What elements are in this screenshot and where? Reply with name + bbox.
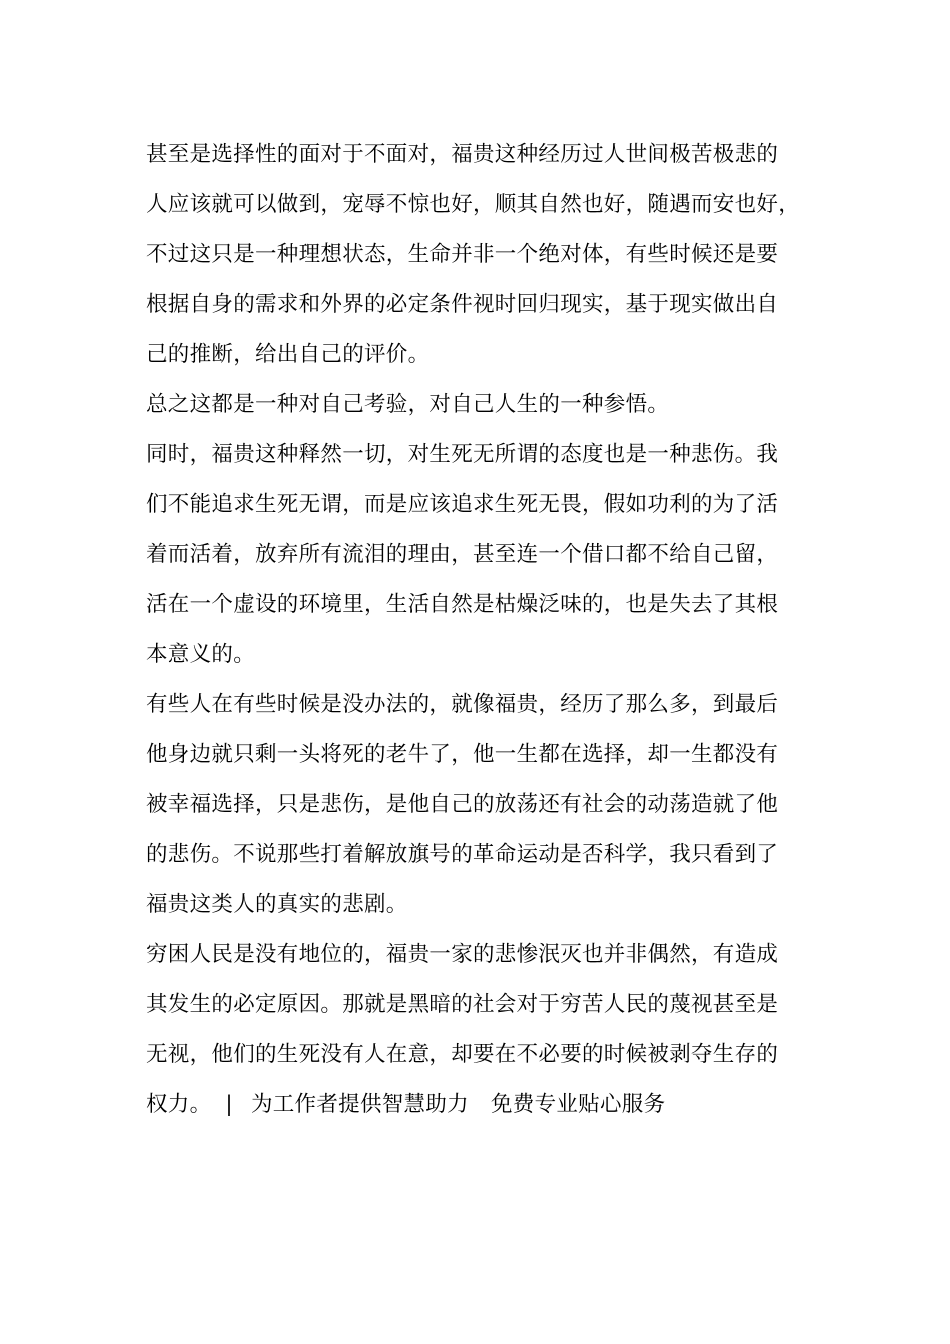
body-text <box>146 130 826 1130</box>
footer-slogan-1: 为工作者提供智慧助力 <box>250 1092 469 1117</box>
text-line-11: 本意义的。 <box>146 642 256 667</box>
text-line-15: 的悲伤。不说那些打着解放旗号的革命运动是否科学，我只看到了 <box>146 842 779 867</box>
text-line-18: 其发生的必定原因。那就是黑暗的社会对于穷苦人民的蔑视甚至是 <box>146 992 779 1017</box>
text-line-17: 穷困人民是没有地位的，福贵一家的悲惨泯灭也并非偶然，有造成 <box>146 942 779 967</box>
text-line-20 <box>146 1080 826 1130</box>
text-line-10: 活在一个虚设的环境里，生活自然是枯燥泛味的，也是失去了其根 <box>146 592 779 617</box>
text-line-8: 们不能追求生死无谓，而是应该追求生死无畏，假如功利的为了活 <box>146 492 779 517</box>
text-line-9: 着而活着，放弃所有流泪的理由，甚至连一个借口都不给自己留， <box>146 542 779 567</box>
text-line-16: 福贵这类人的真实的悲剧。 <box>146 892 408 917</box>
text-line-14: 被幸福选择，只是悲伤，是他自己的放荡还有社会的动荡造就了他 <box>146 792 779 817</box>
text-line-1: 甚至是选择性的面对于不面对，福贵这种经历过人世间极苦极悲的 <box>146 142 779 167</box>
text-line-5: 己的推断，给出自己的评价。 <box>146 342 430 367</box>
text-line-7: 同时，福贵这种释然一切，对生死无所谓的态度也是一种悲伤。我 <box>146 442 779 467</box>
footer-slogan-2: 免费专业贴心服务 <box>490 1092 666 1117</box>
last-line-text: 权力。 <box>146 1092 212 1117</box>
text-line-19: 无视，他们的生死没有人在意，却要在不必要的时候被剥夺生存的 <box>146 1042 779 1067</box>
text-line-6: 总之这都是一种对自己考验，对自己人生的一种参悟。 <box>146 392 670 417</box>
text-line-3: 不过这只是一种理想状态，生命并非一个绝对体，有些时候还是要 <box>146 242 779 267</box>
text-line-12: 有些人在有些时候是没办法的，就像福贵，经历了那么多，到最后 <box>146 692 779 717</box>
text-line-4: 根据自身的需求和外界的必定条件视时回归现实，基于现实做出自 <box>146 292 779 317</box>
text-line-13: 他身边就只剩一头将死的老牛了，他一生都在选择，却一生都没有 <box>146 742 779 767</box>
footer-separator: | <box>225 1092 233 1117</box>
text-line-2: 人应该就可以做到，宠辱不惊也好，顺其自然也好，随遇而安也好， <box>146 192 801 217</box>
